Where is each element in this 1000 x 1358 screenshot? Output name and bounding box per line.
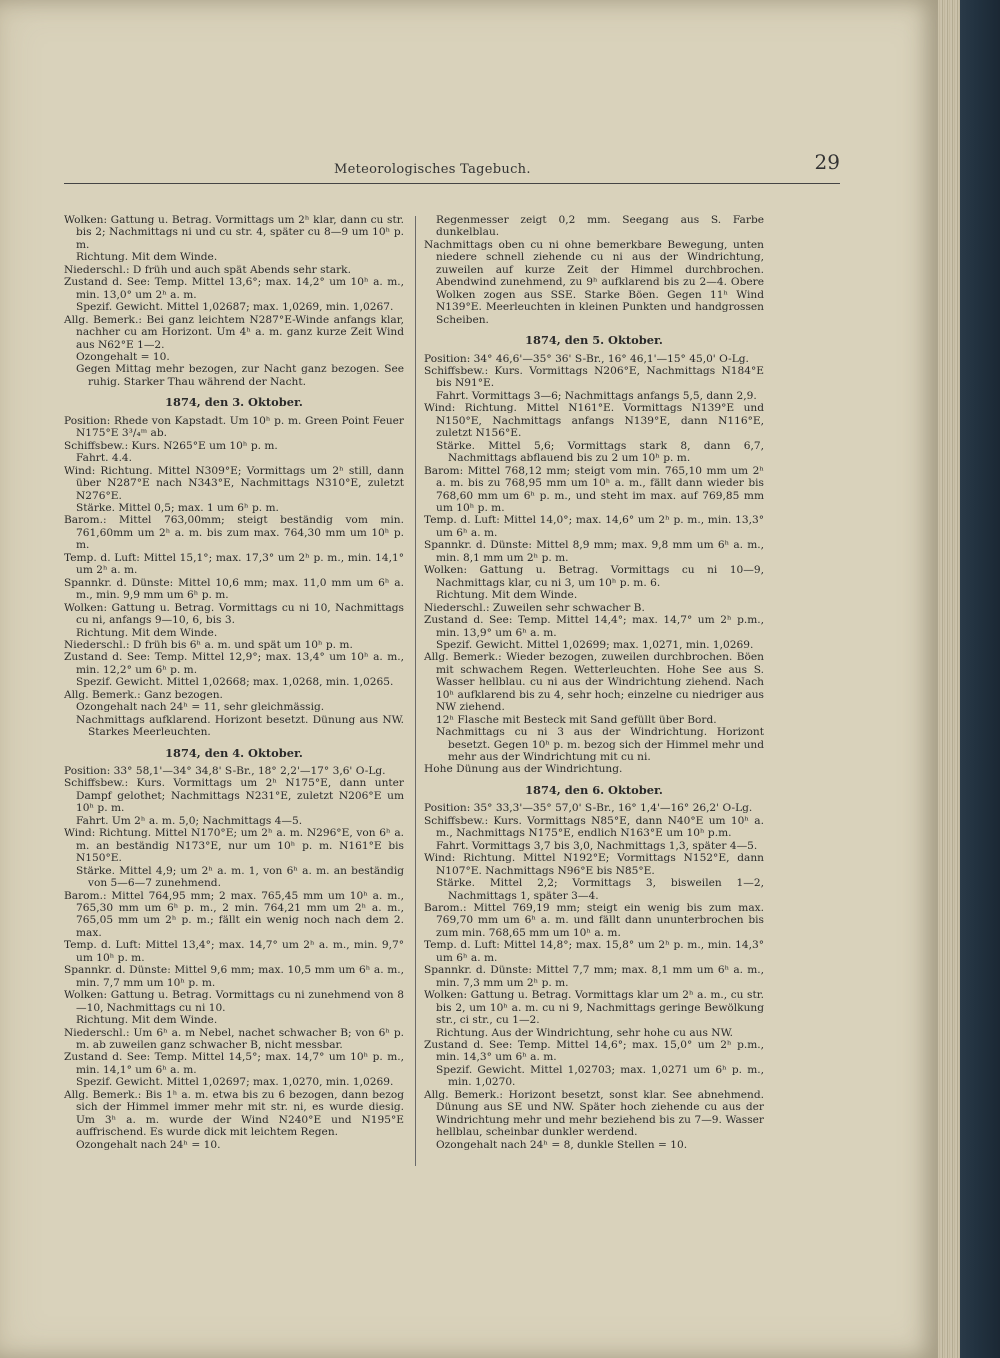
log-entry: Nachmittags oben cu ni ohne bemerkbare Bewegung, unten niedere schnell ziehende cu ni aus der Windrichtung, zuweilen auf kurze Zeit der Himmel durchbrochen. Abendwind zunehmend, zu 9ʰ aufklarend bis zu 2—4. Obere Wolken zogen aus SSE. Starke Böen. Gegen 11ʰ Wind N139°E. Meerleuchten in kleinen Punkten und handgrossen Scheiben. xyxy=(424,238,764,326)
log-entry: Wolken: Gattung u. Betrag. Vormittags klar um 2ʰ a. m., cu str. bis 2, um 10ʰ a. m. cu ni 9, Nachmittags geringe Bewölkung str., ci str., cu 1—2. xyxy=(424,989,764,1027)
log-entry: Niederschl.: D früh und auch spät Abends sehr stark. xyxy=(64,263,351,276)
log-entry: Schiffsbew.: Kurs. Vormittags N85°E, dann N40°E um 10ʰ a. m., Nachmittags N175°E, endlich N163°E um 10ʰ p.m. xyxy=(424,814,764,840)
log-entry: Spezif. Gewicht. Mittel 1,02703; max. 1,0271 um 6ʰ p. m., min. 1,0270. xyxy=(436,1063,764,1089)
log-entry: Zustand d. See: Temp. Mittel 13,6°; max. 14,2° um 10ʰ a. m., min. 13,0° um 2ʰ a. m. xyxy=(64,276,404,301)
log-entry: Allg. Bemerk.: Ganz bezogen. xyxy=(64,688,223,701)
log-entry: Spannkr. d. Dünste: Mittel 9,6 mm; max. 10,5 mm um 6ʰ a. m., min. 7,7 mm um 10ʰ p. m. xyxy=(64,964,404,989)
right-column xyxy=(424,214,764,1151)
log-entry: Schiffsbew.: Kurs. Vormittags N206°E, Nachmittags N184°E bis N91°E. xyxy=(424,364,764,390)
log-entry: Position: 35° 33,3'—35° 57,0' S-Br., 16° 1,4'—16° 26,2' O-Lg. xyxy=(424,802,753,815)
column-divider xyxy=(415,216,416,1166)
log-entry: Stärke. Mittel 2,2; Vormittags 3, bisweilen 1—2, Nachmittags 1, später 3—4. xyxy=(436,877,764,902)
log-entry: Nachmittags aufklarend. Horizont besetzt. Dünung aus NW. Starkes Meerleuchten. xyxy=(76,713,404,739)
log-entry: Fahrt. Vormittags 3—6; Nachmittags anfangs 5,5, dann 2,9. xyxy=(436,389,757,402)
log-entry: Barom.: Mittel 769,19 mm; steigt ein wenig bis zum max. 769,70 mm um 6ʰ a. m. und fällt dann ununterbrochen bis zum min. 768,65 mm um 10ʰ a. m. xyxy=(424,902,764,939)
log-entry: Fahrt. Vormittags 3,7 bis 3,0, Nachmittags 1,3, später 4—5. xyxy=(436,839,758,852)
log-entry: Zustand d. See: Temp. Mittel 12,9°; max. 13,4° um 10ʰ a. m., min. 12,2° um 6ʰ p. m. xyxy=(64,651,404,676)
log-entry: Temp. d. Luft: Mittel 14,8°; max. 15,8° um 2ʰ p. m., min. 14,3° um 6ʰ a. m. xyxy=(424,939,764,964)
log-entry: Temp. d. Luft: Mittel 15,1°; max. 17,3° um 2ʰ p. m., min. 14,1° um 2ʰ a. m. xyxy=(64,551,404,577)
page-edges xyxy=(938,0,960,1358)
log-entry: Niederschl.: Zuweilen sehr schwacher B. xyxy=(424,601,645,614)
log-entry: Position: Rhede von Kapstadt. Um 10ʰ p. m. Green Point Feuer N175°E 3³/₄ᵐ ab. xyxy=(64,414,404,440)
log-entry: Zustand d. See: Temp. Mittel 14,4°; max. 14,7° um 2ʰ p.m., min. 13,9° um 6ʰ a. m. xyxy=(424,614,764,639)
page-number: 29 xyxy=(814,150,840,174)
log-entry: Wolken: Gattung u. Betrag. Vormittags cu ni zunehmend von 8—10, Nachmittags cu ni 10. xyxy=(64,989,404,1014)
log-entry: Position: 34° 46,6'—35° 36' S-Br., 16° 46,1'—15° 45,0' O-Lg. xyxy=(424,352,749,365)
log-entry: Spezif. Gewicht. Mittel 1,02668; max. 1,0268, min. 1,0265. xyxy=(76,676,394,689)
log-entry: Stärke. Mittel 0,5; max. 1 um 6ʰ p. m. xyxy=(76,501,279,514)
log-entry: Temp. d. Luft: Mittel 13,4°; max. 14,7° um 2ʰ a. m., min. 9,7° um 10ʰ p. m. xyxy=(64,939,404,964)
log-entry: Wolken: Gattung u. Betrag. Vormittags cu ni 10, Nachmittags cu ni, anfangs 9—10, 6, bis 3. xyxy=(64,601,404,627)
log-entry: Barom.: Mittel 764,95 mm; 2 max. 765,45 mm um 10ʰ a. m., 765,30 mm um 6ʰ p. m., 2 min. 764,21 mm um 2ʰ a. m., 765,05 mm um 2ʰ p. m.; fällt ein wenig noch nach dem 2. max. xyxy=(64,889,404,939)
log-entry: Wind: Richtung. Mittel N170°E; um 2ʰ a. m. N296°E, von 6ʰ a. m. an beständig N173°E, nur um 10ʰ p. m. N161°E bis N150°E. xyxy=(64,827,404,865)
log-entry: Ozongehalt = 10. xyxy=(76,350,170,363)
log-entry: Allg. Bemerk.: Bis 1ʰ a. m. etwa bis zu 6 bezogen, dann bezog sich der Himmel immer mehr mit str. ni, es wurde diesig. Um 3ʰ a. m. wurde der Wind N240°E und N195°E auffrischend. Es wurde dick mit leichtem Regen. xyxy=(64,1088,404,1139)
left-column xyxy=(64,214,404,1151)
log-entry: Niederschl.: D früh bis 6ʰ a. m. und spät um 10ʰ p. m. xyxy=(64,638,353,651)
log-entry: Ozongehalt nach 24ʰ = 8, dunkle Stellen = 10. xyxy=(436,1138,688,1151)
log-entry: Fahrt. Um 2ʰ a. m. 5,0; Nachmittags 4—5. xyxy=(76,814,303,827)
log-entry: Spezif. Gewicht. Mittel 1,02699; max. 1,0271, min. 1,0269. xyxy=(436,638,754,651)
log-entry: Allg. Bemerk.: Wieder bezogen, zuweilen durchbrochen. Böen mit schwachem Regen. Wetterleuchten. Hohe See aus S. Wasser hellblau. cu ni aus der Windrichtung ziehend. Nach 10ʰ aufklarend bis zu 4, sehr hoch; einzelne cu niedriger aus NW ziehend. xyxy=(424,651,764,714)
header-rule xyxy=(64,183,840,184)
log-entry: Wind: Richtung. Mittel N161°E. Vormittags N139°E und N150°E, Nachmittags anfangs N139°E, dann N116°E, zuletzt N156°E. xyxy=(424,402,764,440)
log-entry: Allg. Bemerk.: Horizont besetzt, sonst klar. See abnehmend. Dünung aus SE und NW. Später hoch ziehende cu aus der Windrichtung mehr und mehr beziehend bis zu 7—9. Wasser hellblau, scheinbar dunkler werdend. xyxy=(424,1088,764,1139)
date-heading: 1874, den 3. Oktober. xyxy=(165,395,303,410)
running-header xyxy=(64,150,840,184)
date-heading: 1874, den 5. Oktober. xyxy=(525,333,663,348)
log-entry: Spezif. Gewicht. Mittel 1,02697; max. 1,0270, min. 1,0269. xyxy=(76,1076,394,1089)
log-entry: Richtung. Mit dem Winde. xyxy=(76,626,218,639)
running-title: Meteorologisches Tagebuch. xyxy=(334,162,531,177)
log-entry: Regenmesser zeigt 0,2 mm. Seegang aus S. Farbe dunkelblau. xyxy=(436,214,764,239)
date-heading: 1874, den 6. Oktober. xyxy=(525,782,663,797)
log-entry: Wind: Richtung. Mittel N192°E; Vormittags N152°E, dann N107°E. Nachmittags N96°E bis N85°E. xyxy=(424,852,764,877)
log-entry: Spannkr. d. Dünste: Mittel 7,7 mm; max. 8,1 mm um 6ʰ a. m., min. 7,3 mm um 2ʰ p. m. xyxy=(424,964,764,989)
log-entry: 12ʰ Flasche mit Besteck mit Sand gefüllt über Bord. xyxy=(436,713,717,726)
log-entry: Schiffsbew.: Kurs. N265°E um 10ʰ p. m. xyxy=(64,439,278,452)
log-entry: Richtung. Aus der Windrichtung, sehr hohe cu aus NW. xyxy=(436,1026,733,1039)
date-heading: 1874, den 4. Oktober. xyxy=(165,745,303,760)
log-entry: Position: 33° 58,1'—34° 34,8' S-Br., 18° 2,2'—17° 3,6' O-Lg. xyxy=(64,765,386,778)
log-entry: Gegen Mittag mehr bezogen, zur Nacht ganz bezogen. See ruhig. Starker Thau während der Nacht. xyxy=(76,363,404,388)
log-entry: Niederschl.: Um 6ʰ a. m Nebel, nachet schwacher B; von 6ʰ p. m. ab zuweilen ganz schwacher B, nicht messbar. xyxy=(64,1026,404,1051)
log-entry: Ozongehalt nach 24ʰ = 10. xyxy=(76,1138,221,1151)
log-entry: Fahrt. 4.4. xyxy=(76,452,133,465)
log-entry: Zustand d. See: Temp. Mittel 14,6°; max. 15,0° um 2ʰ p.m., min. 14,3° um 6ʰ a. m. xyxy=(424,1039,764,1064)
log-entry: Wind: Richtung. Mittel N309°E; Vormittags um 2ʰ still, dann über N287°E nach N343°E, Nachmittags N310°E, zuletzt N276°E. xyxy=(64,464,404,502)
log-entry: Spannkr. d. Dünste: Mittel 10,6 mm; max. 11,0 mm um 6ʰ a. m., min. 9,9 mm um 6ʰ p. m. xyxy=(64,576,404,602)
log-entry: Schiffsbew.: Kurs. Vormittags um 2ʰ N175°E, dann unter Dampf gelothet; Nachmittags N231°E, zuletzt N206°E um 10ʰ p. m. xyxy=(64,777,404,815)
log-entry: Spannkr. d. Dünste: Mittel 8,9 mm; max. 9,8 mm um 6ʰ a. m., min. 8,1 mm um 2ʰ p. m. xyxy=(424,539,764,564)
log-entry: Temp. d. Luft: Mittel 14,0°; max. 14,6° um 2ʰ p. m., min. 13,3° um 6ʰ a. m. xyxy=(424,514,764,539)
log-entry: Ozongehalt nach 24ʰ = 11, sehr gleichmässig. xyxy=(76,701,325,714)
log-entry: Barom: Mittel 768,12 mm; steigt vom min. 765,10 mm um 2ʰ a. m. bis zu 768,95 mm um 10ʰ a. m., fällt dann wieder bis 768,60 mm um 6ʰ p. m., und steht im max. auf 769,85 mm um 10ʰ p. m. xyxy=(424,464,764,514)
log-entry: Wolken: Gattung u. Betrag. Vormittags um 2ʰ klar, dann cu str. bis 2; Nachmittags ni und cu str. 4, später cu 8—9 um 10ʰ p. m. xyxy=(64,214,404,251)
log-entry: Wolken: Gattung u. Betrag. Vormittags cu ni 10—9, Nachmittags klar, cu ni 3, um 10ʰ p. m. 6. xyxy=(424,564,764,589)
log-entry: Stärke. Mittel 4,9; um 2ʰ a. m. 1, von 6ʰ a. m. an beständig von 5—6—7 zunehmend. xyxy=(76,864,404,890)
log-entry: Nachmittags cu ni 3 aus der Windrichtung. Horizont besetzt. Gegen 10ʰ p. m. bezog sich der Himmel mehr und mehr aus der Windrichtung mit cu ni. xyxy=(436,726,764,764)
log-entry: Richtung. Mit dem Winde. xyxy=(436,589,578,602)
log-entry: Richtung. Mit dem Winde. xyxy=(76,1014,218,1027)
log-entry: Zustand d. See: Temp. Mittel 14,5°; max. 14,7° um 10ʰ p. m., min. 14,1° um 6ʰ a. m. xyxy=(64,1051,404,1076)
log-entry: Stärke. Mittel 5,6; Vormittags stark 8, dann 6,7, Nachmittags abflauend bis zu 2 um 10ʰ p. m. xyxy=(436,439,764,465)
log-entry: Barom.: Mittel 763,00mm; steigt beständig vom min. 761,60mm um 2ʰ a. m. bis zum max. 764,30 mm um 10ʰ p. m. xyxy=(64,514,404,552)
book-cover-edge xyxy=(960,0,1000,1358)
log-entry: Richtung. Mit dem Winde. xyxy=(76,251,218,264)
log-entry: Allg. Bemerk.: Bei ganz leichtem N287°E-Winde anfangs klar, nachher cu am Horizont. Um 4ʰ a. m. ganz kurze Zeit Wind aus N62°E 1—2. xyxy=(64,313,404,351)
log-entry: Spezif. Gewicht. Mittel 1,02687; max. 1,0269, min. 1,0267. xyxy=(76,301,394,314)
log-entry: Hohe Dünung aus der Windrichtung. xyxy=(424,763,623,776)
